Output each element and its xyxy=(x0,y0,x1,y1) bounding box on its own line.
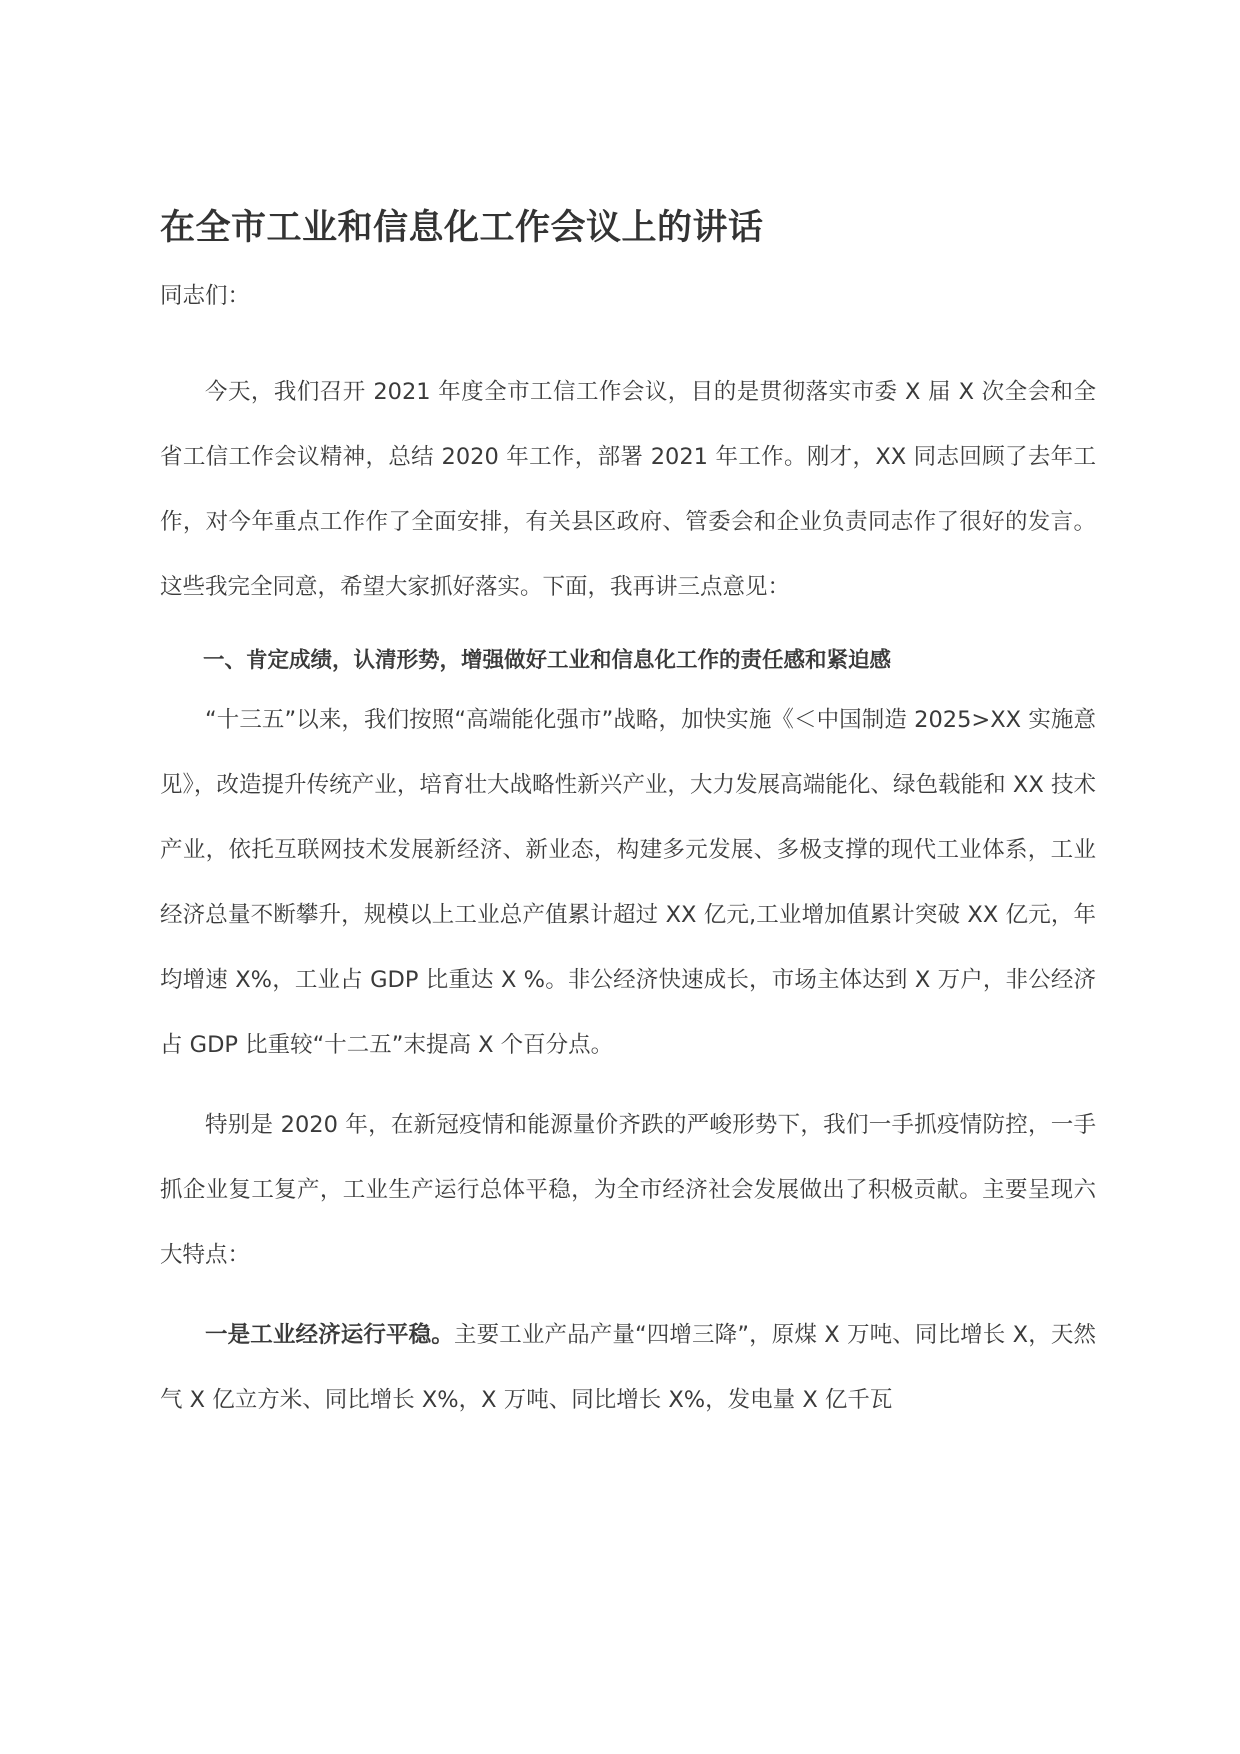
document-title: 在全市工业和信息化工作会议上的讲话 xyxy=(160,208,764,248)
section-heading-1: 一、肯定成绩，认清形势，增强做好工业和信息化工作的责任感和紧迫感 xyxy=(203,648,892,673)
salutation: 同志们： xyxy=(160,283,251,309)
point1-text: 主要工业产品产量“四增三降”，原煤 X 万吨、同比增长 X，天然气 X 亿立方米、同比增长 X%，X 万吨、同比增长 X%，发电量 X 亿千瓦 xyxy=(160,1322,1096,1413)
intro-paragraph: 今天，我们召开 2021 年度全市工信工作会议，目的是贯彻落实市委 X 届 X 次全会和全省工信工作会议精神，总结 2020 年工作，部署 2021 年工作。刚才，XX 同志回顾了去年工作，对今年重点工作作了全面安排，有关县区政府、管委会和企业负责同志作了很好的发言。这些我完全同意，希望大家抓好落实。下面，我再讲三点意见： xyxy=(160,379,1096,600)
document-page xyxy=(160,200,1096,1433)
section1-paragraph-1: “十三五”以来，我们按照“高端能化强市”战略，加快实施《＜中国制造 2025>XX 实施意见》，改造提升传统产业，培育壮大战略性新兴产业，大力发展高端能化、绿色载能和 XX 技术产业，依托互联网技术发展新经济、新业态，构建多元发展、多极支撑的现代工业体系，工业经济总量不断攀升，规模以上工业总产值累计超过 XX 亿元,工业增加值累计突破 XX 亿元，年均增速 X%，工业占 GDP 比重达 X %。非公经济快速成长，市场主体达到 X 万户，非公经济占 GDP 比重较“十二五”末提高 X 个百分点。 xyxy=(160,707,1096,1058)
section1-paragraph-2: 特别是 2020 年，在新冠疫情和能源量价齐跌的严峻形势下，我们一手抓疫情防控，一手抓企业复工复产，工业生产运行总体平稳，为全市经济社会发展做出了积极贡献。主要呈现六大特点： xyxy=(160,1112,1096,1268)
point1-lead: 一是工业经济运行平稳。 xyxy=(205,1322,454,1348)
point1-paragraph xyxy=(160,1303,1096,1433)
